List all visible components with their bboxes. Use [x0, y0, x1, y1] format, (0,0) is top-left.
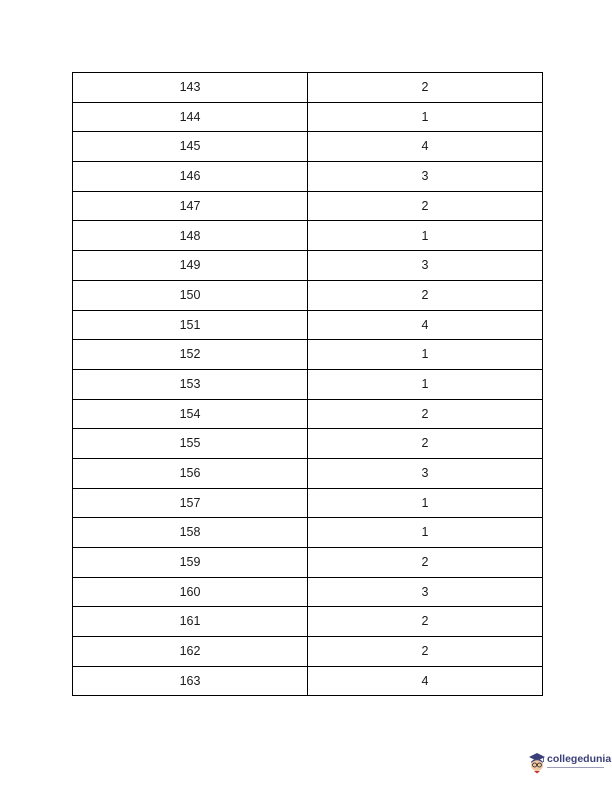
table-row: [73, 162, 543, 192]
answer-option-cell: 3: [308, 577, 543, 607]
logo-wordmark: collegedunia: [547, 753, 612, 765]
question-number-cell: 161: [73, 607, 308, 637]
answer-option-cell: 2: [308, 280, 543, 310]
question-number-cell: 155: [73, 429, 308, 459]
question-number-cell: 149: [73, 251, 308, 281]
answer-option-cell: 4: [308, 666, 543, 696]
table-row: [73, 102, 543, 132]
logo-tagline-mark: [547, 766, 604, 769]
answer-option-cell: 1: [308, 102, 543, 132]
question-number-cell: 159: [73, 548, 308, 578]
table-row: [73, 280, 543, 310]
table-row: [73, 429, 543, 459]
question-number-cell: 163: [73, 666, 308, 696]
table-row: [73, 340, 543, 370]
answer-option-cell: 2: [308, 607, 543, 637]
answer-option-cell: 1: [308, 488, 543, 518]
question-number-cell: 162: [73, 637, 308, 667]
collegedunia-logo: [528, 750, 612, 776]
answer-option-cell: 4: [308, 132, 543, 162]
answer-option-cell: 2: [308, 637, 543, 667]
answer-option-cell: 1: [308, 221, 543, 251]
table-row: [73, 548, 543, 578]
table-row: [73, 221, 543, 251]
table-row: [73, 73, 543, 103]
table-row: [73, 666, 543, 696]
question-number-cell: 154: [73, 399, 308, 429]
table-row: [73, 191, 543, 221]
answer-option-cell: 1: [308, 369, 543, 399]
question-number-cell: 148: [73, 221, 308, 251]
answer-option-cell: 3: [308, 162, 543, 192]
answer-option-cell: 1: [308, 340, 543, 370]
table-row: [73, 310, 543, 340]
table-row: [73, 488, 543, 518]
question-number-cell: 152: [73, 340, 308, 370]
question-number-cell: 146: [73, 162, 308, 192]
question-number-cell: 144: [73, 102, 308, 132]
table-row: [73, 369, 543, 399]
answer-option-cell: 1: [308, 518, 543, 548]
question-number-cell: 151: [73, 310, 308, 340]
question-number-cell: 147: [73, 191, 308, 221]
question-number-cell: 153: [73, 369, 308, 399]
table-row: [73, 132, 543, 162]
question-number-cell: 150: [73, 280, 308, 310]
answer-option-cell: 2: [308, 191, 543, 221]
answer-key-table-body: [73, 73, 543, 696]
question-number-cell: 158: [73, 518, 308, 548]
answer-option-cell: 2: [308, 399, 543, 429]
answer-option-cell: 3: [308, 251, 543, 281]
answer-option-cell: 3: [308, 458, 543, 488]
table-row: [73, 399, 543, 429]
answer-key-table: [72, 72, 543, 696]
question-number-cell: 145: [73, 132, 308, 162]
table-row: [73, 251, 543, 281]
table-row: [73, 637, 543, 667]
answer-option-cell: 2: [308, 73, 543, 103]
question-number-cell: 157: [73, 488, 308, 518]
table-row: [73, 518, 543, 548]
answer-option-cell: 2: [308, 548, 543, 578]
question-number-cell: 160: [73, 577, 308, 607]
table-row: [73, 607, 543, 637]
graduate-mascot-icon: [528, 752, 546, 774]
question-number-cell: 156: [73, 458, 308, 488]
question-number-cell: 143: [73, 73, 308, 103]
table-row: [73, 458, 543, 488]
answer-option-cell: 4: [308, 310, 543, 340]
answer-option-cell: 2: [308, 429, 543, 459]
table-row: [73, 577, 543, 607]
